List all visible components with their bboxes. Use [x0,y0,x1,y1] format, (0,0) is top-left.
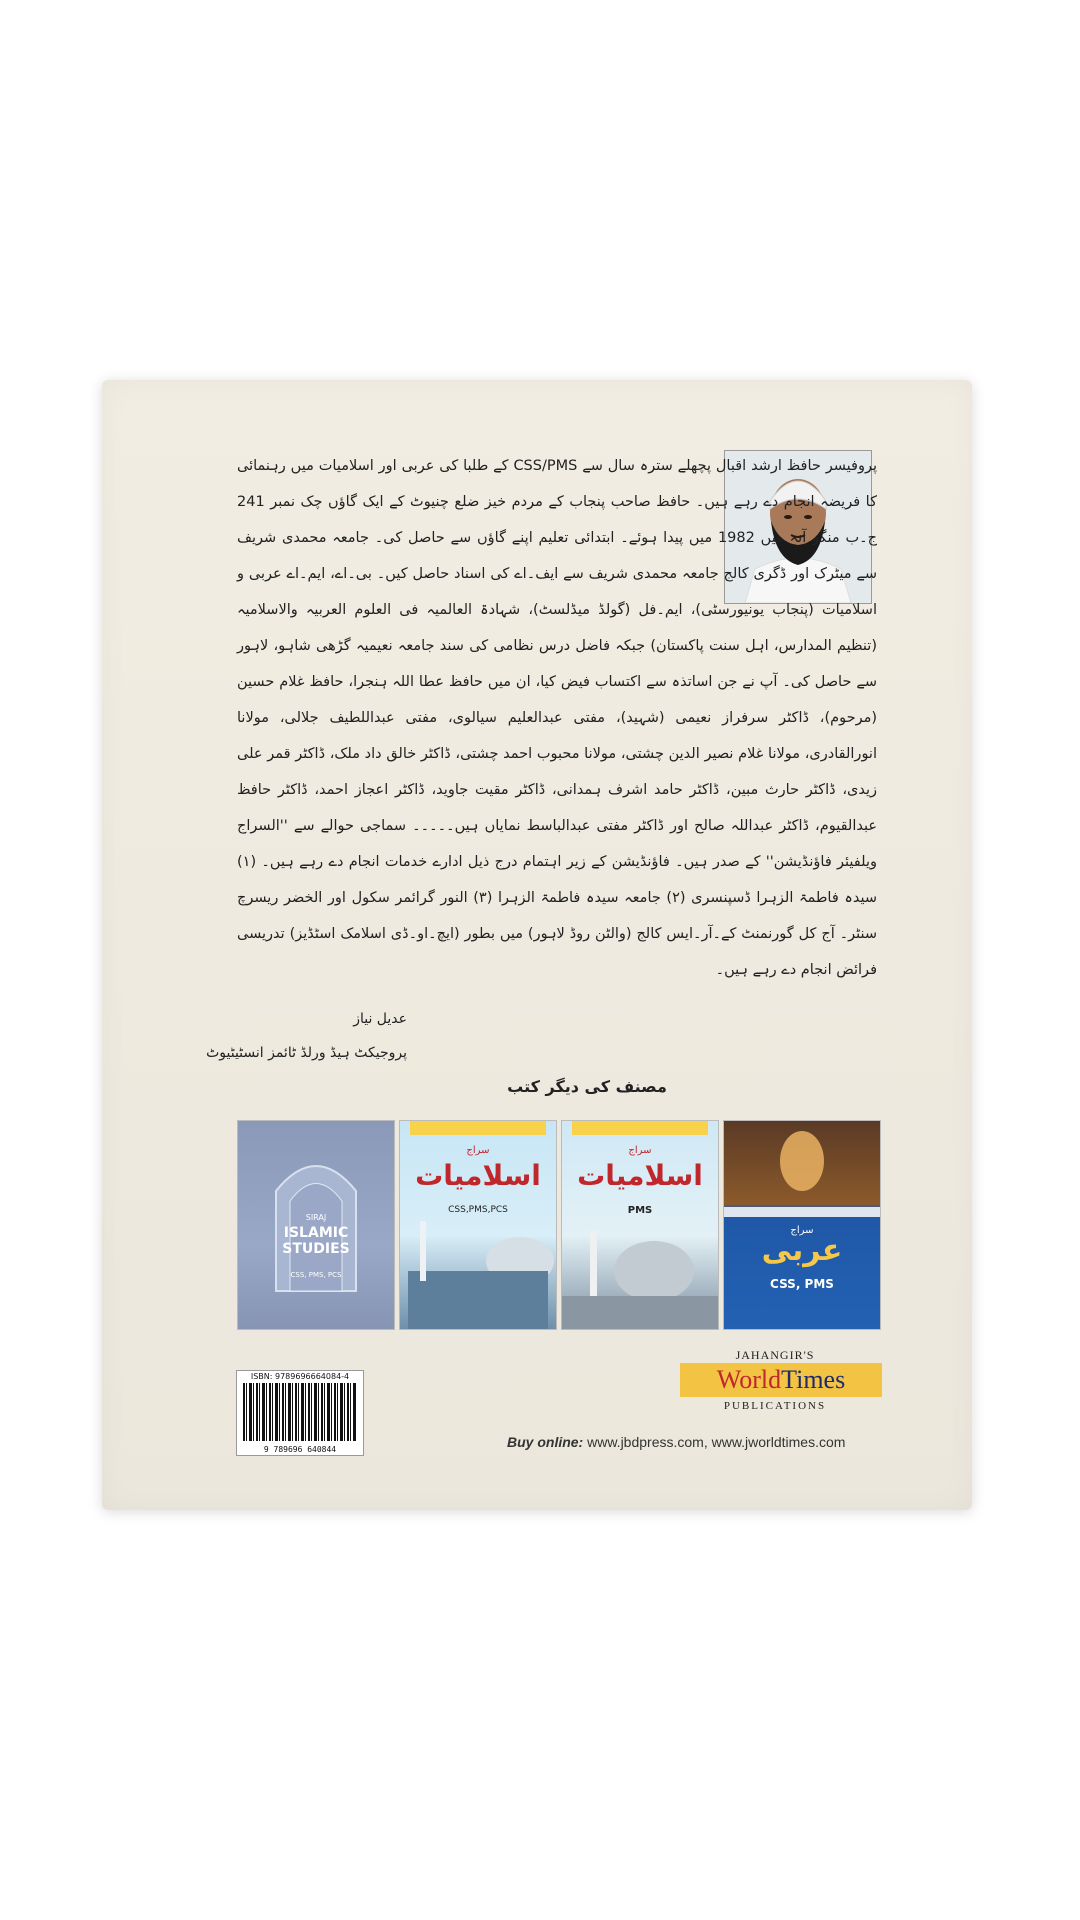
book-title: اسلامیات [415,1159,541,1192]
signature-block [206,1002,407,1070]
book-subtitle: CSS, PMS [770,1277,834,1291]
isbn-number: ISBN: 9789696664084-4 [250,1372,350,1381]
biography-text: پروفیسر حافظ ارشد اقبال پچھلے سترہ سال سے CSS/PMS کے طلبا کی عربی اور اسلامیات میں رہنمائی کا فریضہ انجام دے رہے ہیں۔ حافظ صاحب پنجاب کے مردم خیز ضلع چنیوٹ کے ایک گاؤں چک نمبر 241 ج۔ب منگو آنہ میں 1982 میں پیدا ہوئے۔ ابتدائی تعلیم اپنے گاؤں سے حاصل کی۔ جامعہ محمدی شریف سے میٹرک اور ڈگری کالج جامعہ محمدی شریف سے ایف۔اے کی اسناد حاصل کیں۔ بی۔اے، ایم۔اے عربی و اسلامیات (پنجاب یونیورسٹی)، ایم۔فل (گولڈ میڈلسٹ)، شہادۃ العالمیہ فی العلوم العربیہ والاسلامیہ (تنظیم المدارس، اہل سنت پاکستان) جبکہ فاضل درس نظامی کی سند جامعہ نعیمیہ گڑھی شاہو، لاہور سے حاصل کی۔ آپ نے جن اساتذہ سے اکتساب فیض کیا، ان میں حافظ عطا اللہ ہنجرا، حافظ غلام حسین (مرحوم)، ڈاکٹر سرفراز نعیمی (شہید)، مفتی عبدالعلیم سیالوی، مفتی عبداللطیف جلالی، مولانا انورالقادری، مولانا غلام نصیر الدین چشتی، مولانا محبوب احمد چشتی، ڈاکٹر خالق داد ملک، ڈاکٹر قمر علی زیدی، ڈاکٹر حارث مبین، ڈاکٹر حامد اشرف ہمدانی، ڈاکٹر مقیت جاوید، ڈاکٹر اعجاز احمد، ڈاکٹر حافظ عبدالقیوم، ڈاکٹر عبداللہ صالح اور ڈاکٹر مفتی عبدالباسط نمایاں ہیں۔۔۔۔۔ سماجی حوالے سے ''السراج ویلفیئر فاؤنڈیشن'' کے صدر ہیں۔ فاؤنڈیشن کے زیر اہتمام درج ذیل ادارے خدمات انجام دے رہے ہیں۔ (۱) سیدہ فاطمۃ الزہرا ڈسپنسری (۲) جامعہ سیدہ فاطمۃ الزہرا (۳) النور گرائمر سکول اور الخضر ریسرچ سنٹر۔ آج کل گورنمنٹ کے۔آر۔ایس کالج (والٹن روڈ لاہور) میں بطور (ایچ۔او۔ڈی اسلامک اسٹڈیز) تدریسی فرائض انجام دے رہے ہیں۔ [237,458,877,978]
book-title: ISLAMIC STUDIES [282,1225,350,1257]
book-subtitle: PMS [627,1205,653,1216]
book-back-cover [102,380,972,1510]
book-subtitle: CSS,PMS,PCS [448,1205,508,1215]
book-top: سراج [628,1145,652,1156]
book-cover-islamiat-pms [561,1120,719,1330]
book-top: سراج [466,1145,490,1156]
book-top: سراج [790,1225,814,1236]
publisher-logo [680,1363,882,1397]
other-books-heading: مصنف کی دیگر کتب [507,1077,667,1096]
book-cover-arabi [723,1120,881,1330]
isbn-barcode-label [236,1370,364,1456]
book-title: اسلامیات [577,1159,703,1192]
buy-online-line [507,1434,845,1450]
isbn-digits: 9 789696 640844 [263,1445,337,1454]
book-cover-islamic-studies [237,1120,395,1330]
buy-online-urls: www.jbdpress.com, www.jworldtimes.com [583,1434,846,1450]
publisher-bottom-text: PUBLICATIONS [723,1400,827,1412]
logo-times-text: Times [781,1365,846,1394]
publisher-top-text: JAHANGIR'S [735,1348,815,1362]
buy-online-label: Buy online: [507,1434,584,1450]
author-biography [237,448,877,988]
book-title: عربی [761,1233,843,1268]
signature-title: پروجیکٹ ہیڈ ورلڈ ٹائمز انسٹیٹیوٹ [206,1045,407,1061]
signature-name: عدیل نیاز [353,1011,407,1027]
book-cover-islamiat-css [399,1120,557,1330]
book-top: SIRAJ [305,1213,327,1222]
logo-world-text: World [716,1365,782,1394]
book-subtitle: CSS, PMS, PCS [290,1271,342,1279]
barcode-icon [243,1383,357,1441]
